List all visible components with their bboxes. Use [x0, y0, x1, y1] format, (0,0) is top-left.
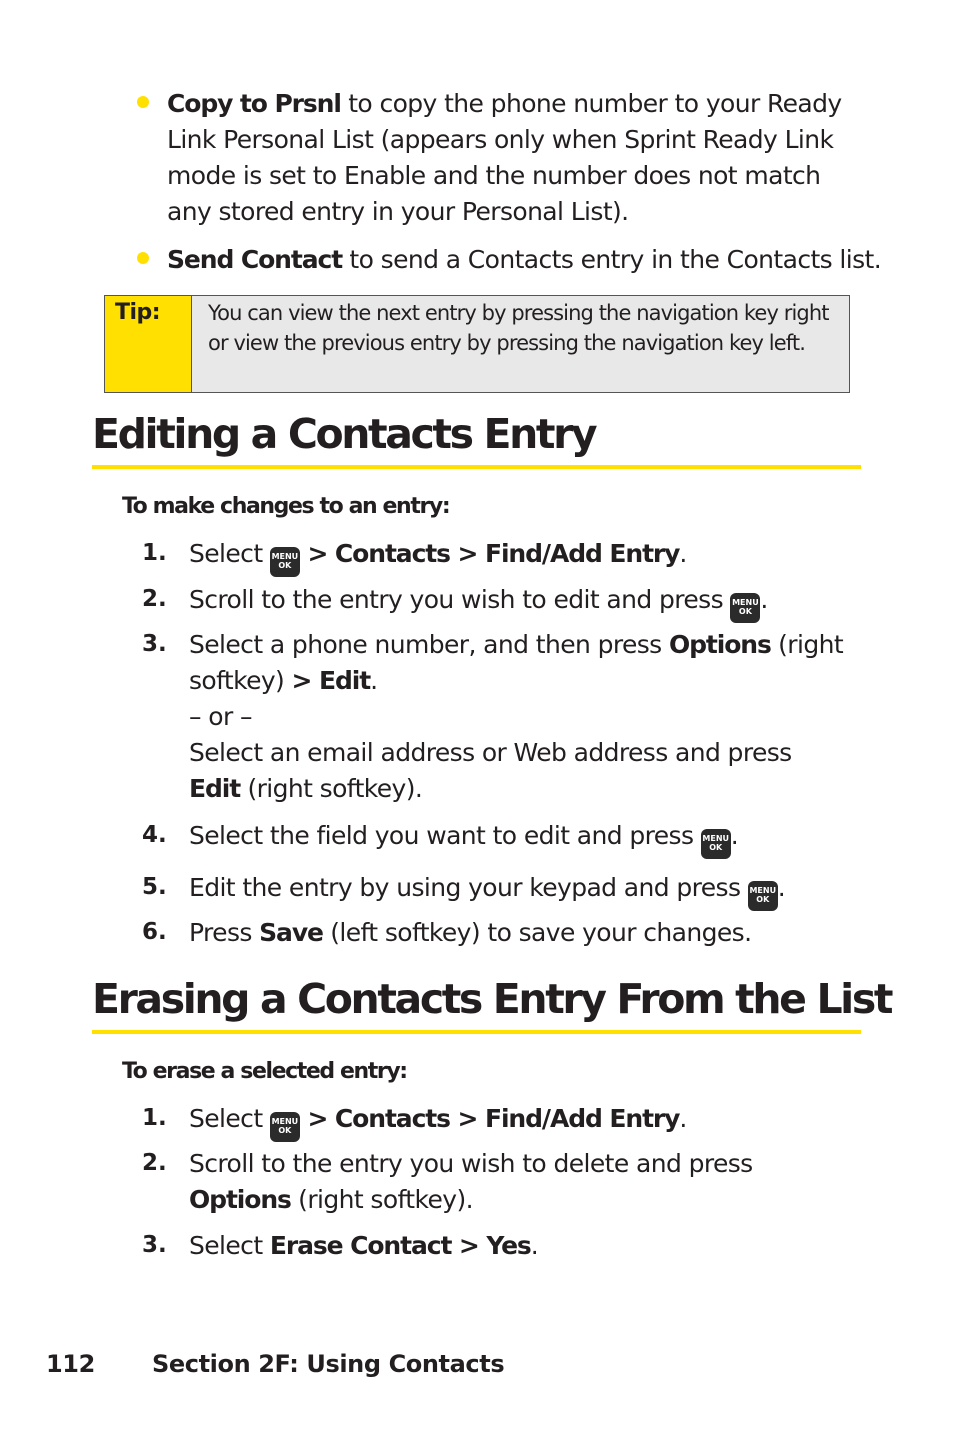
step-number: 3.: [142, 1232, 167, 1258]
edit-step-4: Select the field you want to edit and press MENU OK .: [189, 818, 849, 859]
tip-label-cell: [105, 296, 192, 392]
step-number: 3.: [142, 631, 167, 657]
step-number: 1.: [142, 540, 167, 566]
erase-step-2: Scroll to the entry you wish to delete and press Options (right softkey).: [189, 1149, 753, 1214]
heading-rule: [92, 1030, 861, 1034]
subhead-erase-intro: To erase a selected entry:: [122, 1059, 407, 1084]
edit-step-5: Edit the entry by using your keypad and press MENU OK .: [189, 870, 849, 911]
tip-box: [104, 295, 850, 393]
edit-step-6: Press Save (left softkey) to save your changes.: [189, 918, 752, 947]
menu-ok-icon: MENU OK: [270, 1112, 300, 1142]
bullet-copy-to-prsnl: Copy to Prsnl to copy the phone number to your Ready Link Personal List (appears only when Sprint Ready Link mode is set to Enable and the number does not match any stored entry in your Personal List).: [167, 89, 842, 226]
erase-step-3: Select Erase Contact > Yes.: [189, 1231, 539, 1260]
menu-ok-icon: MENU OK: [270, 547, 300, 577]
step-number: 5.: [142, 874, 167, 900]
heading-erasing: Erasing a Contacts Entry From the List: [92, 975, 892, 1023]
step-number: 1.: [142, 1105, 167, 1131]
tip-label: Tip:: [115, 300, 161, 325]
heading-rule: [92, 465, 861, 469]
step-number: 2.: [142, 586, 167, 612]
step-number: 2.: [142, 1150, 167, 1176]
bullet-dot: [137, 252, 149, 264]
heading-editing: Editing a Contacts Entry: [92, 410, 596, 458]
section-title: Section 2F: Using Contacts: [152, 1350, 505, 1378]
menu-ok-icon: MENU OK: [748, 881, 778, 911]
bullet-send-contact: Send Contact to send a Contacts entry in the Contacts list.: [167, 245, 882, 274]
or-separator: – or –: [189, 702, 252, 731]
erase-step-1: Select MENU OK > Contacts > Find/Add Entry.: [189, 1101, 849, 1142]
bullet-dot: [137, 96, 149, 108]
subhead-edit-intro: To make changes to an entry:: [122, 494, 450, 519]
step-number: 4.: [142, 822, 167, 848]
page-number: 112: [46, 1350, 95, 1378]
edit-step-1: Select MENU OK > Contacts > Find/Add Entry.: [189, 536, 849, 577]
edit-step-3: Select a phone number, and then press Options (right softkey) > Edit. – or – Select an email address or Web address and press Edit (right softkey).: [189, 630, 844, 803]
menu-ok-icon: MENU OK: [730, 593, 760, 623]
edit-step-2: Scroll to the entry you wish to edit and press MENU OK .: [189, 582, 849, 623]
step-number: 6.: [142, 919, 167, 945]
tip-text: You can view the next entry by pressing the navigation key right or view the previous entry by pressing the navigation key left.: [208, 301, 829, 355]
menu-ok-icon: MENU OK: [701, 829, 731, 859]
